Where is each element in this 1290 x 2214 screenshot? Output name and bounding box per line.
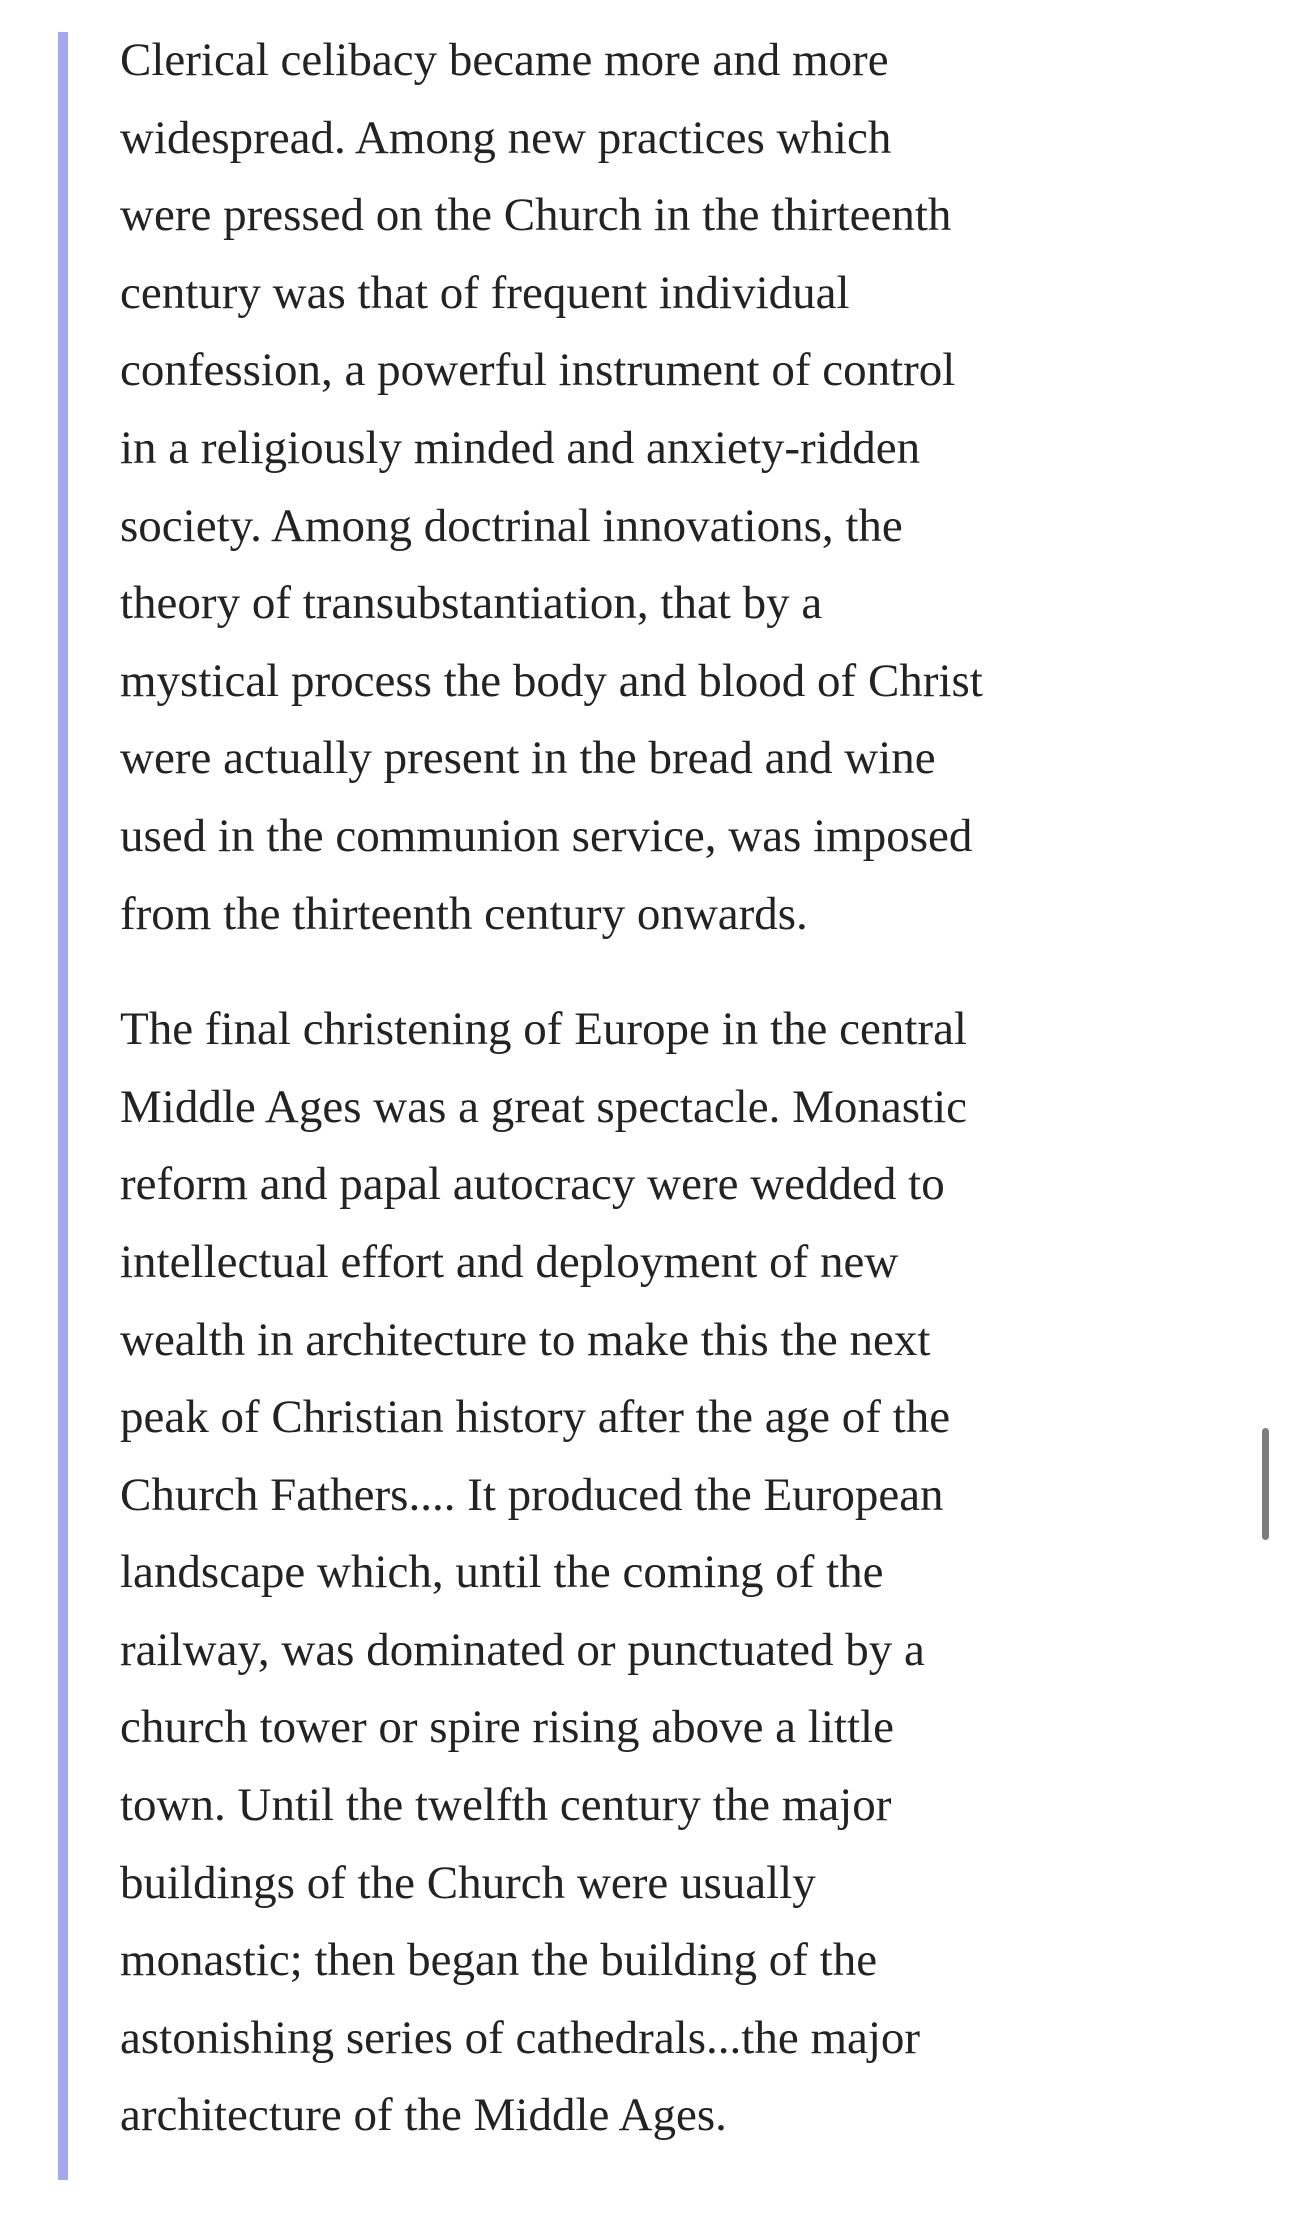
text-line: were pressed on the Church in the thirteenth (120, 189, 952, 242)
text-line: from the thirteenth century onwards. (120, 887, 808, 940)
text-line: confession, a powerful instrument of control (120, 344, 956, 397)
text-line: in a religiously minded and anxiety-ridden (120, 421, 921, 474)
blockquote (120, 22, 1210, 2155)
text-line: architecture of the Middle Ages. (120, 2089, 727, 2142)
text-line: church tower or spire rising above a little (120, 1701, 894, 1754)
quote-paragraph-1 (120, 22, 1210, 953)
text-line: widespread. Among new practices which (120, 111, 892, 164)
text-line: society. Among doctrinal innovations, the (120, 499, 903, 552)
text-line: mystical process the body and blood of Christ (120, 654, 983, 707)
text-line: landscape which, until the coming of the (120, 1546, 884, 1599)
text-line: railway, was dominated or punctuated by a (120, 1623, 925, 1676)
text-line: buildings of the Church were usually (120, 1856, 816, 1909)
text-line: reform and papal autocracy were wedded to (120, 1158, 945, 1211)
text-line: century was that of frequent individual (120, 266, 850, 319)
text-line: The final christening of Europe in the central (120, 1003, 967, 1056)
text-line: were actually present in the bread and wine (120, 732, 936, 785)
text-line: peak of Christian history after the age of the (120, 1391, 951, 1444)
text-line: monastic; then began the building of the (120, 1934, 878, 1987)
text-line: intellectual effort and deployment of new (120, 1235, 899, 1288)
text-line: Church Fathers.... It produced the European (120, 1468, 944, 1521)
quote-paragraph-2 (120, 991, 1210, 2155)
text-line: theory of transubstantiation, that by a (120, 577, 823, 630)
text-line: wealth in architecture to make this the next (120, 1313, 931, 1366)
text-line: Middle Ages was a great spectacle. Monastic (120, 1080, 968, 1133)
vertical-scrollbar[interactable] (1262, 1428, 1269, 1540)
text-line: Clerical celibacy became more and more (120, 34, 889, 86)
text-line: used in the communion service, was imposed (120, 809, 973, 862)
text-line: town. Until the twelfth century the major (120, 1779, 892, 1832)
blockquote-bar (58, 32, 68, 2180)
text-line: astonishing series of cathedrals...the major (120, 2011, 921, 2064)
